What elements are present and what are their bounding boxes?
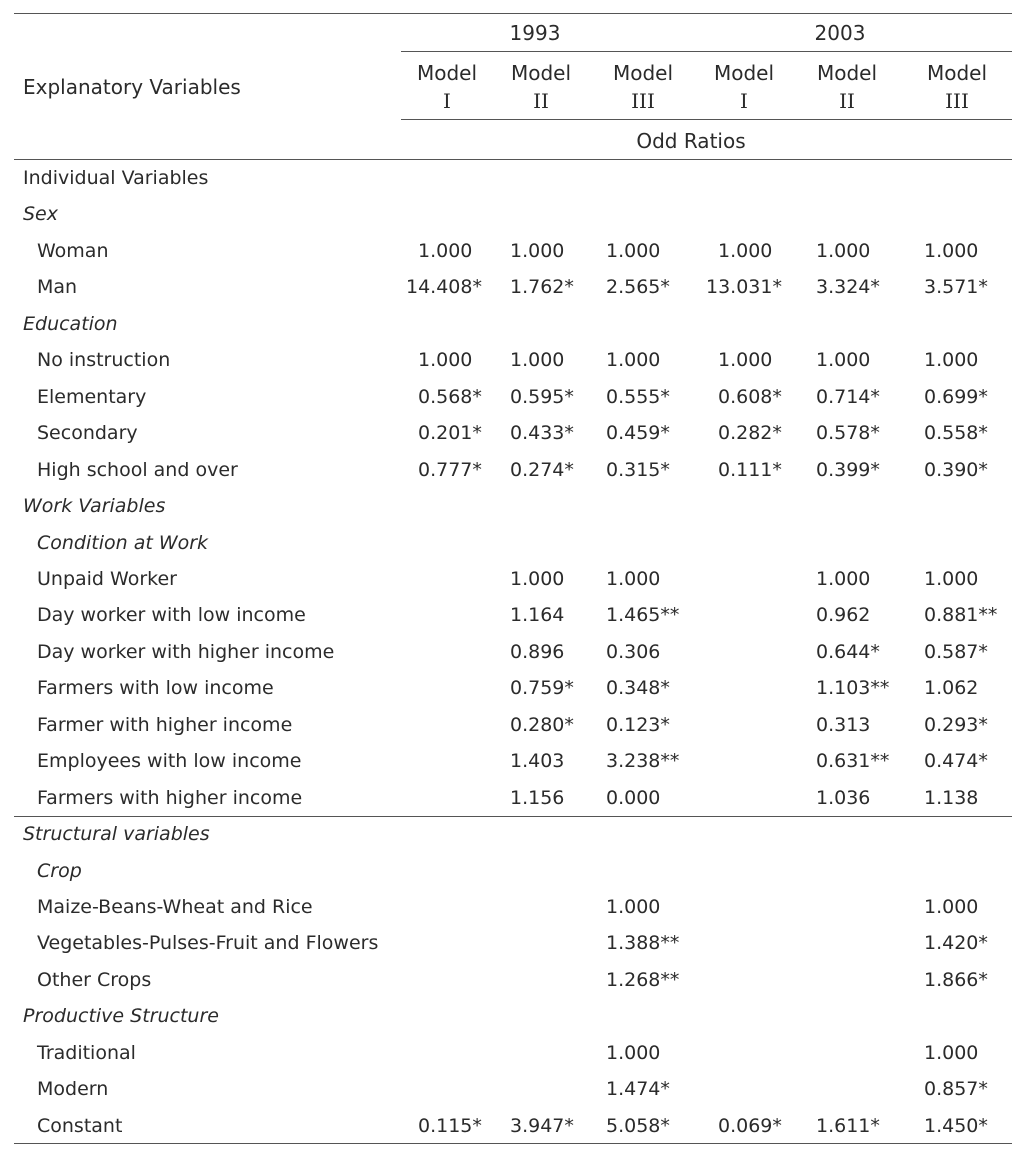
year-1993: 1993 [509, 21, 561, 45]
value-cell-1993-model-iii: 0.459* [606, 422, 670, 444]
value-cell-2003-model-iii: 3.571* [924, 276, 988, 298]
model-header-1993-iii: Model III [612, 61, 674, 113]
value-cell-1993-model-iii: 1.000 [606, 1042, 661, 1064]
row-label: Farmer with higher income [37, 714, 293, 736]
value-cell-1993-model-iii: 1.000 [606, 896, 661, 918]
value-cell-1993-model-ii: 1.762* [510, 276, 574, 298]
model-header-1993-ii: Model II [510, 61, 572, 113]
value-cell-2003-model-iii: 1.000 [924, 1042, 979, 1064]
value-cell-2003-model-iii: 0.587* [924, 641, 988, 663]
value-cell-1993-model-iii: 3.238** [606, 750, 680, 772]
value-cell-1993-model-iii: 1.268** [606, 969, 680, 991]
row-label: Employees with low income [37, 750, 302, 772]
row-label: Modern [37, 1078, 109, 1100]
value-cell-1993-model-iii: 0.123* [606, 714, 670, 736]
row-label: Secondary [37, 422, 138, 444]
value-cell-2003-model-iii: 0.881** [924, 604, 998, 626]
row-label: Constant [37, 1115, 123, 1137]
value-cell-2003-model-ii: 1.103** [816, 677, 890, 699]
value-cell-2003-model-iii: 1.000 [924, 240, 979, 262]
value-cell-1993-model-ii: 1.164 [510, 604, 565, 626]
value-cell-1993-model-i: 0.115* [418, 1115, 482, 1137]
value-cell-2003-model-ii: 0.714* [816, 386, 880, 408]
value-cell-1993-model-iii: 1.388** [606, 932, 680, 954]
value-cell-1993-model-i: 0.777* [418, 459, 482, 481]
bottom-rule [14, 1143, 1012, 1144]
row-label: No instruction [37, 349, 171, 371]
value-cell-2003-model-iii: 1.062 [924, 677, 979, 699]
row-label: Man [37, 276, 78, 298]
header-bottom-rule [14, 159, 1012, 160]
value-cell-1993-model-ii: 1.000 [510, 240, 565, 262]
value-cell-2003-model-iii: 0.558* [924, 422, 988, 444]
value-cell-1993-model-ii: 1.000 [510, 349, 565, 371]
row-label: Farmers with low income [37, 677, 274, 699]
value-cell-1993-model-i: 0.201* [418, 422, 482, 444]
row-label: Woman [37, 240, 109, 262]
row-label: Farmers with higher income [37, 787, 303, 809]
value-cell-2003-model-iii: 0.390* [924, 459, 988, 481]
value-cell-2003-model-ii: 1.000 [816, 240, 871, 262]
model-header-2003-ii: Model II [816, 61, 878, 113]
value-cell-1993-model-iii: 0.555* [606, 386, 670, 408]
row-label: Education [23, 313, 118, 335]
value-cell-2003-model-ii: 0.631** [816, 750, 890, 772]
value-cell-1993-model-iii: 0.348* [606, 677, 670, 699]
value-cell-2003-model-i: 0.111* [718, 459, 782, 481]
value-cell-2003-model-iii: 0.857* [924, 1078, 988, 1100]
value-cell-1993-model-iii: 0.000 [606, 787, 661, 809]
row-label: Work Variables [23, 495, 166, 517]
row-label: Structural variables [23, 823, 210, 845]
value-cell-2003-model-iii: 1.000 [924, 349, 979, 371]
row-label: Day worker with low income [37, 604, 306, 626]
model-header-2003-iii: Model III [926, 61, 988, 113]
value-cell-2003-model-ii: 0.578* [816, 422, 880, 444]
value-cell-2003-model-ii: 1.000 [816, 349, 871, 371]
value-cell-2003-model-ii: 1.611* [816, 1115, 880, 1137]
value-cell-1993-model-ii: 0.280* [510, 714, 574, 736]
row-label: Traditional [37, 1042, 136, 1064]
value-cell-2003-model-i: 1.000 [718, 349, 773, 371]
row-label: Maize-Beans-Wheat and Rice [37, 896, 313, 918]
value-cell-1993-model-ii: 3.947* [510, 1115, 574, 1137]
value-cell-2003-model-iii: 0.293* [924, 714, 988, 736]
value-cell-2003-model-ii: 1.036 [816, 787, 871, 809]
value-cell-2003-model-iii: 1.138 [924, 787, 979, 809]
value-cell-1993-model-iii: 2.565* [606, 276, 670, 298]
value-cell-1993-model-iii: 5.058* [606, 1115, 670, 1137]
value-cell-1993-model-iii: 1.000 [606, 240, 661, 262]
value-cell-1993-model-ii: 1.000 [510, 568, 565, 590]
row-label: Unpaid Worker [37, 568, 177, 590]
value-cell-2003-model-iii: 1.000 [924, 896, 979, 918]
value-cell-1993-model-iii: 1.465** [606, 604, 680, 626]
value-cell-2003-model-iii: 0.699* [924, 386, 988, 408]
value-cell-1993-model-ii: 0.274* [510, 459, 574, 481]
value-cell-2003-model-ii: 3.324* [816, 276, 880, 298]
structural-rule [14, 816, 1012, 817]
row-label: High school and over [37, 459, 238, 481]
value-cell-2003-model-iii: 1.000 [924, 568, 979, 590]
value-cell-2003-model-iii: 1.450* [924, 1115, 988, 1137]
row-label: Sex [23, 203, 58, 225]
value-cell-1993-model-iii: 0.315* [606, 459, 670, 481]
value-cell-1993-model-ii: 0.896 [510, 641, 565, 663]
value-cell-2003-model-ii: 0.962 [816, 604, 871, 626]
value-cell-1993-model-i: 1.000 [418, 240, 473, 262]
row-label: Condition at Work [37, 532, 209, 554]
value-cell-2003-model-ii: 0.399* [816, 459, 880, 481]
value-cell-1993-model-i: 0.568* [418, 386, 482, 408]
value-cell-2003-model-i: 0.069* [718, 1115, 782, 1137]
value-cell-2003-model-i: 13.031* [706, 276, 782, 298]
row-label: Individual Variables [23, 167, 209, 189]
row-label: Other Crops [37, 969, 152, 991]
model-header-1993-i: Model I [416, 61, 478, 113]
row-label: Elementary [37, 386, 147, 408]
value-cell-1993-model-iii: 0.306 [606, 641, 661, 663]
row-label: Productive Structure [23, 1005, 219, 1027]
stub-header: Explanatory Variables [23, 75, 241, 99]
value-cell-2003-model-iii: 1.420* [924, 932, 988, 954]
value-cell-2003-model-i: 0.282* [718, 422, 782, 444]
value-cell-2003-model-i: 1.000 [718, 240, 773, 262]
year-rule [401, 51, 1012, 52]
value-cell-2003-model-iii: 0.474* [924, 750, 988, 772]
value-cell-2003-model-ii: 1.000 [816, 568, 871, 590]
value-cell-1993-model-ii: 1.156 [510, 787, 565, 809]
value-cell-1993-model-ii: 1.403 [510, 750, 565, 772]
row-label: Day worker with higher income [37, 641, 335, 663]
model-header-2003-i: Model I [713, 61, 775, 113]
model-rule [401, 119, 1012, 120]
value-cell-1993-model-iii: 1.000 [606, 349, 661, 371]
value-cell-2003-model-iii: 1.866* [924, 969, 988, 991]
odd-ratios-subheader: Odd Ratios [636, 129, 746, 153]
value-cell-1993-model-ii: 0.433* [510, 422, 574, 444]
value-cell-1993-model-iii: 1.000 [606, 568, 661, 590]
value-cell-1993-model-ii: 0.759* [510, 677, 574, 699]
value-cell-2003-model-i: 0.608* [718, 386, 782, 408]
value-cell-2003-model-ii: 0.644* [816, 641, 880, 663]
value-cell-1993-model-ii: 0.595* [510, 386, 574, 408]
row-label: Vegetables-Pulses-Fruit and Flowers [37, 932, 379, 954]
year-2003: 2003 [814, 21, 866, 45]
value-cell-1993-model-i: 14.408* [406, 276, 482, 298]
value-cell-2003-model-ii: 0.313 [816, 714, 871, 736]
value-cell-1993-model-iii: 1.474* [606, 1078, 670, 1100]
value-cell-1993-model-i: 1.000 [418, 349, 473, 371]
top-rule [14, 13, 1012, 14]
row-label: Crop [37, 860, 82, 882]
